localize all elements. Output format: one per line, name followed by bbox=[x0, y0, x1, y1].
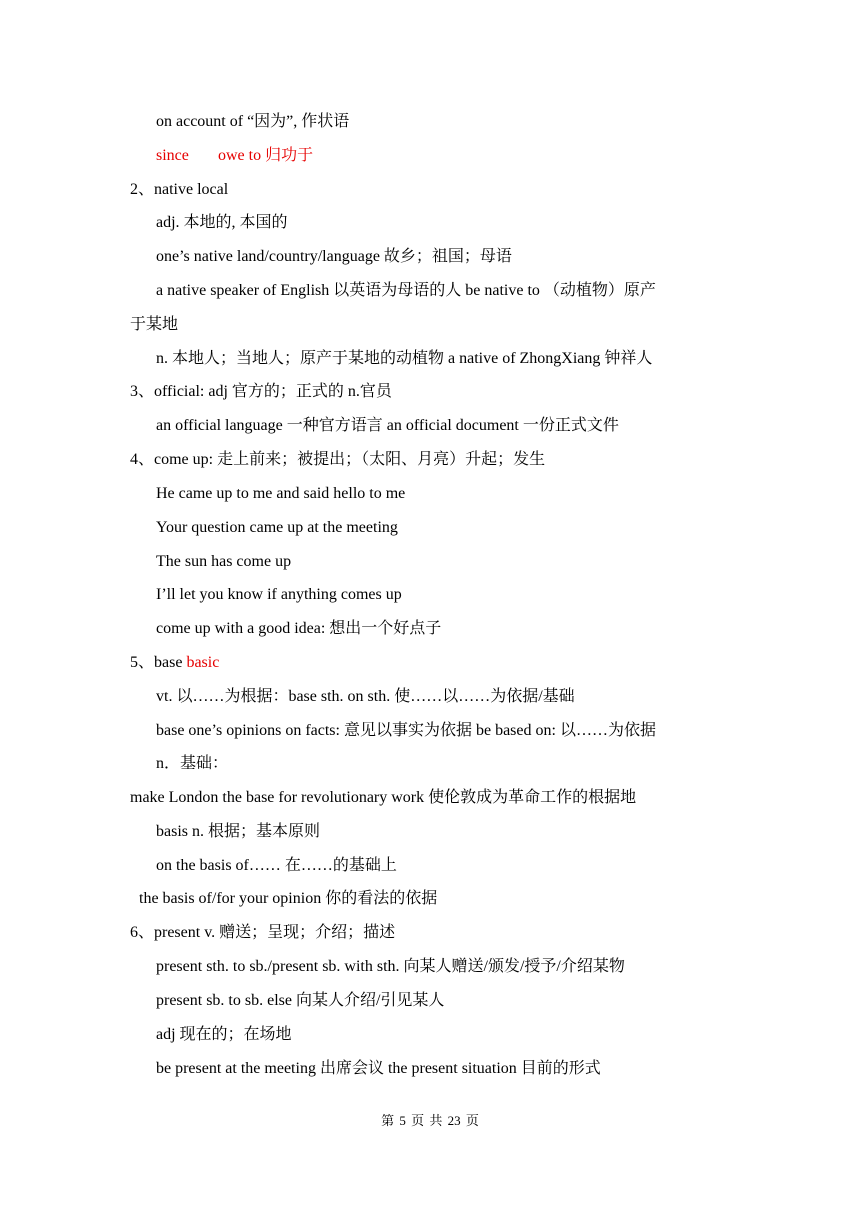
text-line: He came up to me and said hello to me bbox=[156, 485, 406, 502]
text-line: present sb. to sb. else 向某人介绍/引见某人 bbox=[156, 992, 445, 1009]
text-line-highlight: owe to 归功于 bbox=[218, 147, 314, 164]
heading-text: 5、base bbox=[130, 654, 187, 671]
text-line: The sun has come up bbox=[156, 553, 292, 570]
text-line: adj 现在的；在场地 bbox=[156, 1026, 292, 1043]
text-line: on account of “因为”, 作状语 bbox=[156, 113, 350, 130]
text-line: the basis of/for your opinion 你的看法的依据 bbox=[139, 890, 438, 907]
text-line: n．基础： bbox=[156, 755, 229, 772]
heading-highlight: basic bbox=[186, 654, 220, 671]
text-line: present sth. to sb./present sb. with sth. 向某人赠送/颁发/授予/介绍某物 bbox=[156, 958, 625, 975]
text-line: n. 本地人；当地人；原产于某地的动植物 a native of ZhongXiang 钟祥人 bbox=[156, 350, 653, 367]
text-line: be present at the meeting 出席会议 the present situation 目前的形式 bbox=[156, 1060, 601, 1077]
text-line: I’ll let you know if anything comes up bbox=[156, 586, 402, 603]
text-line: basis n. 根据；基本原则 bbox=[156, 823, 321, 840]
text-line: come up with a good idea: 想出一个好点子 bbox=[156, 620, 442, 637]
text-line: Your question came up at the meeting bbox=[156, 519, 398, 536]
page-footer: 第 5 页 共 23 页 bbox=[381, 1113, 479, 1128]
text-line: one’s native land/country/language 故乡；祖国；母语 bbox=[156, 248, 512, 265]
section-heading-2: 2、native local bbox=[130, 181, 229, 198]
text-line: a native speaker of English 以英语为母语的人 be native to （动植物）原产 bbox=[156, 282, 656, 299]
text-line: adj. 本地的, 本国的 bbox=[156, 214, 288, 231]
section-heading-6: 6、present v. 赠送；呈现；介绍；描述 bbox=[130, 924, 396, 941]
text-line: 于某地 bbox=[130, 316, 179, 333]
text-line: on the basis of…… 在……的基础上 bbox=[156, 857, 397, 874]
section-heading-3: 3、official: adj 官方的；正式的 n.官员 bbox=[130, 383, 392, 400]
text-line: an official language 一种官方语言 an official document 一份正式文件 bbox=[156, 417, 619, 434]
text-line: make London the base for revolutionary work 使伦敦成为革命工作的根据地 bbox=[130, 789, 637, 806]
section-heading-5 bbox=[130, 653, 219, 673]
text-line: vt. 以……为根据：base sth. on sth. 使……以……为依据/基础 bbox=[156, 688, 575, 705]
text-line-highlight: since bbox=[156, 147, 189, 164]
section-heading-4: 4、come up: 走上前来；被提出；（太阳、月亮）升起；发生 bbox=[130, 451, 546, 468]
text-line: base one’s opinions on facts: 意见以事实为依据 be based on: 以……为依据 bbox=[156, 722, 656, 739]
